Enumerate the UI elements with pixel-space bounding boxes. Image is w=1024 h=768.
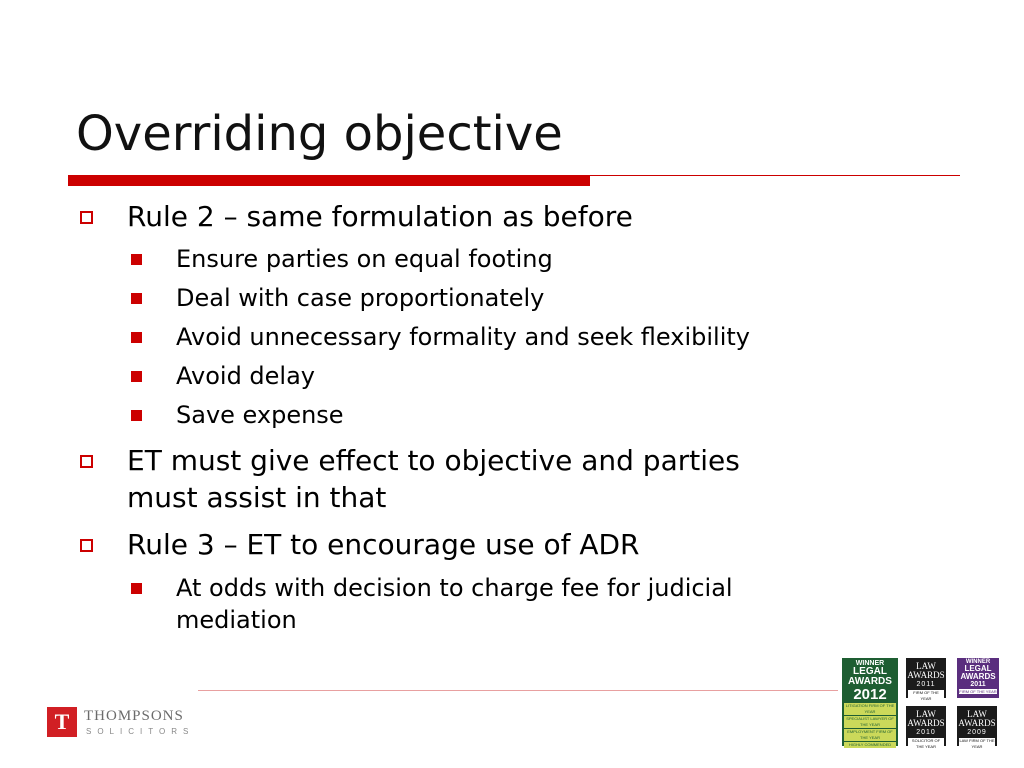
award-winner-label: WINNER [855,660,885,667]
filled-square-bullet-icon [131,583,142,594]
award-name-line1: LEGAL [964,664,992,673]
award-year: 2012 [853,686,887,703]
sub-bullet-odds: At odds with decision to charge fee for judicial [176,574,733,602]
bullet-et-effect: ET must give effect to objective and parties [127,444,740,477]
award-category: FIRM OF THE YEAR [959,689,997,694]
sub-bullet-equal-footing: Ensure parties on equal footing [176,245,553,273]
sub-bullet-proportionately: Deal with case proportionately [176,284,545,312]
award-name-line2: AWARDS [848,676,892,687]
sub-bullet-delay: Avoid delay [176,362,316,390]
award-year: 2009 [967,729,987,736]
award-name: LAW AWARDS [907,661,945,680]
logo-name: THOMPSONS [84,708,184,724]
award-category: FIRM OF THE YEAR [908,690,944,702]
filled-square-bullet-icon [131,293,142,304]
law-awards-2011-badge [906,658,946,701]
award-name: LAW AWARDS [958,709,996,728]
hollow-square-bullet-icon [80,539,93,552]
hollow-square-bullet-icon [80,211,93,224]
slide-title: Overriding objective [76,106,563,162]
law-awards-2009-badge [957,706,997,749]
award-winner-label: WINNER [965,659,991,665]
award-name-line2: AWARDS [960,672,996,681]
award-year: 2011 [916,681,936,688]
thompsons-logo-icon: T [47,707,77,737]
bullet-et-effect-line2: must assist in that [127,481,387,514]
bullet-rule-3: Rule 3 – ET to encourage use of ADR [127,528,640,561]
sub-bullet-expense: Save expense [176,401,344,429]
hollow-square-bullet-icon [80,455,93,468]
award-category: EMPLOYMENT FIRM OF THE YEAR [844,729,896,741]
law-awards-2010-badge [906,706,946,749]
award-category: SPECIALIST LAWYER OF THE YEAR [844,716,896,728]
sub-bullet-odds-line2: mediation [176,606,297,634]
award-category: HIGHLY COMMENDED [844,742,896,748]
logo-subtitle: SOLICITORS [86,727,195,736]
award-name-line1: LEGAL [853,666,887,677]
award-category: SOLICITOR OF THE YEAR [908,738,944,750]
filled-square-bullet-icon [131,254,142,265]
filled-square-bullet-icon [131,371,142,382]
award-year: 2011 [970,681,986,688]
award-name: LAW AWARDS [907,709,945,728]
bullet-rule-2: Rule 2 – same formulation as before [127,200,633,233]
legal-awards-2012-badge [842,658,898,746]
filled-square-bullet-icon [131,410,142,421]
award-category: LAW FIRM OF THE YEAR [959,738,995,749]
legal-awards-2011-badge [957,658,999,698]
footer-divider [198,690,838,691]
award-year: 2010 [916,729,936,736]
award-category: LITIGATION FIRM OF THE YEAR [845,703,895,714]
sub-bullet-formality: Avoid unnecessary formality and seek flexibility [176,323,750,351]
filled-square-bullet-icon [131,332,142,343]
